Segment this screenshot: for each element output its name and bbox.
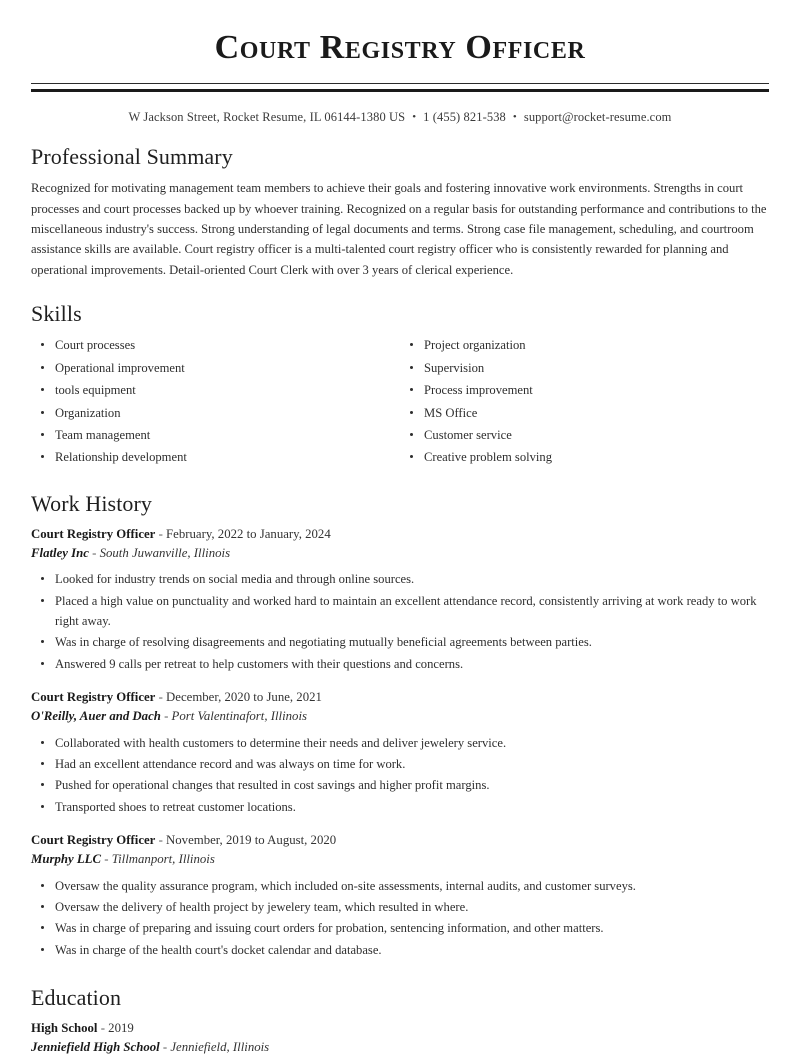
list-item: Was in charge of the health court's docket calendar and database. xyxy=(31,940,769,960)
divider-line-thick xyxy=(31,89,769,92)
list-item: Process improvement xyxy=(400,380,769,400)
job-bullet-list xyxy=(31,876,769,961)
section-skills xyxy=(31,302,769,470)
education-header xyxy=(31,1019,769,1038)
work-history-entry xyxy=(31,688,769,817)
list-item: Creative problem solving xyxy=(400,447,769,467)
job-company: Murphy LLC xyxy=(31,852,102,867)
list-item: MS Office xyxy=(400,403,769,423)
job-bullet-list xyxy=(31,569,769,674)
job-title: Court Registry Officer xyxy=(31,526,156,541)
education-school: Jenniefield High School xyxy=(31,1040,160,1055)
education-location: Jenniefield, Illinois xyxy=(170,1040,270,1055)
list-item: Customer service xyxy=(400,425,769,445)
job-title: Court Registry Officer xyxy=(31,833,156,848)
list-item: Operational improvement xyxy=(31,358,400,378)
skills-list-right xyxy=(400,335,769,467)
list-item: Answered 9 calls per retreat to help customers with their questions and concerns. xyxy=(31,654,769,674)
contact-email[interactable]: support@rocket-resume.com xyxy=(523,110,672,124)
job-location: Port Valentinafort, Illinois xyxy=(171,709,307,724)
contact-info xyxy=(31,110,769,125)
job-separator: - xyxy=(104,852,109,867)
list-item: Was in charge of resolving disagreements and negotiating mutually beneficial agreements between parties. xyxy=(31,632,769,652)
list-item: Team management xyxy=(31,425,400,445)
job-dates: December, 2020 to June, 2021 xyxy=(166,690,322,705)
list-item: tools equipment xyxy=(31,380,400,400)
job-subheader xyxy=(31,707,769,726)
list-item: Transported shoes to retreat customer locations. xyxy=(31,797,769,817)
section-education xyxy=(31,986,769,1058)
section-work-history xyxy=(31,492,769,960)
job-bullet-list xyxy=(31,733,769,818)
list-item: Had an excellent attendance record and was always on time for work. xyxy=(31,754,769,774)
job-separator: - xyxy=(92,546,97,561)
page-title: Court Registry Officer xyxy=(214,29,586,66)
list-item: Organization xyxy=(31,403,400,423)
contact-separator-1: • xyxy=(412,111,417,123)
section-heading-education: Education xyxy=(31,985,122,1011)
list-item: Relationship development xyxy=(31,447,400,467)
list-item: Court processes xyxy=(31,335,400,355)
skills-columns xyxy=(31,335,769,469)
education-subheader xyxy=(31,1038,769,1057)
list-item: Placed a high value on punctuality and worked hard to maintain an excellent attendance record, consistently arriving at work ready to work right away. xyxy=(31,591,769,632)
list-item: Oversaw the delivery of health project by jewelery team, which resulted in where. xyxy=(31,897,769,917)
job-header xyxy=(31,688,769,707)
header-divider xyxy=(31,83,769,92)
summary-text: Recognized for motivating management team members to achieve their goals and fostering innovative work environments. Strengths in court processes and court processes backed up by whoever training. Recognized on a regular basis for outstanding performance and contributions to the miscellaneous industry's success. Strong understanding of legal documents and terms. Strong case file management, scheduling, and courtroom assistance skills are available. Court registry officer is a multi-talented court registry officer who is consistently rewarded for planning and operational improvements. Detail-oriented Court Clerk with over 3 years of clerical experience. xyxy=(31,181,767,277)
skills-column-right xyxy=(400,335,769,469)
job-company: Flatley Inc xyxy=(31,546,89,561)
work-history-entry xyxy=(31,831,769,960)
contact-address: W Jackson Street, Rocket Resume, IL 06144-1380 US xyxy=(128,110,406,124)
job-separator: - xyxy=(164,709,169,724)
list-item: Was in charge of preparing and issuing court orders for probation, sentencing information, and other matters. xyxy=(31,918,769,938)
section-professional-summary xyxy=(31,145,769,280)
job-subheader xyxy=(31,850,769,869)
list-item: Project organization xyxy=(400,335,769,355)
work-history-entry xyxy=(31,525,769,674)
job-header xyxy=(31,831,769,850)
job-location: South Juwanville, Illinois xyxy=(99,546,231,561)
education-year: 2019 xyxy=(108,1021,134,1036)
list-item: Pushed for operational changes that resulted in cost savings and higher profit margins. xyxy=(31,775,769,795)
list-item: Supervision xyxy=(400,358,769,378)
job-dates: February, 2022 to January, 2024 xyxy=(166,526,331,541)
job-separator: - xyxy=(158,833,163,848)
list-item: Oversaw the quality assurance program, which included on-site assessments, internal audits, and customer surveys. xyxy=(31,876,769,896)
job-title: Court Registry Officer xyxy=(31,690,156,705)
job-separator: - xyxy=(158,690,163,705)
job-subheader xyxy=(31,544,769,563)
section-heading-work-history: Work History xyxy=(31,490,153,516)
contact-phone: 1 (455) 821-538 xyxy=(423,110,506,124)
education-degree: High School xyxy=(31,1021,98,1036)
education-separator: - xyxy=(100,1021,105,1036)
job-separator: - xyxy=(158,526,163,541)
list-item: Collaborated with health customers to determine their needs and deliver jewelery service. xyxy=(31,733,769,753)
list-item: Looked for industry trends on social media and through online sources. xyxy=(31,569,769,589)
job-header xyxy=(31,525,769,544)
divider-line-thin xyxy=(31,83,769,84)
education-separator: - xyxy=(162,1040,168,1055)
job-company: O'Reilly, Auer and Dach xyxy=(31,709,161,724)
skills-column-left xyxy=(31,335,400,469)
section-heading-summary: Professional Summary xyxy=(31,144,233,169)
skills-list-left xyxy=(31,335,400,467)
job-location: Tillmanport, Illinois xyxy=(111,852,215,867)
section-heading-skills: Skills xyxy=(31,301,82,327)
education-entry xyxy=(31,1019,769,1057)
job-dates: November, 2019 to August, 2020 xyxy=(166,833,337,848)
contact-separator-2: • xyxy=(512,111,517,123)
